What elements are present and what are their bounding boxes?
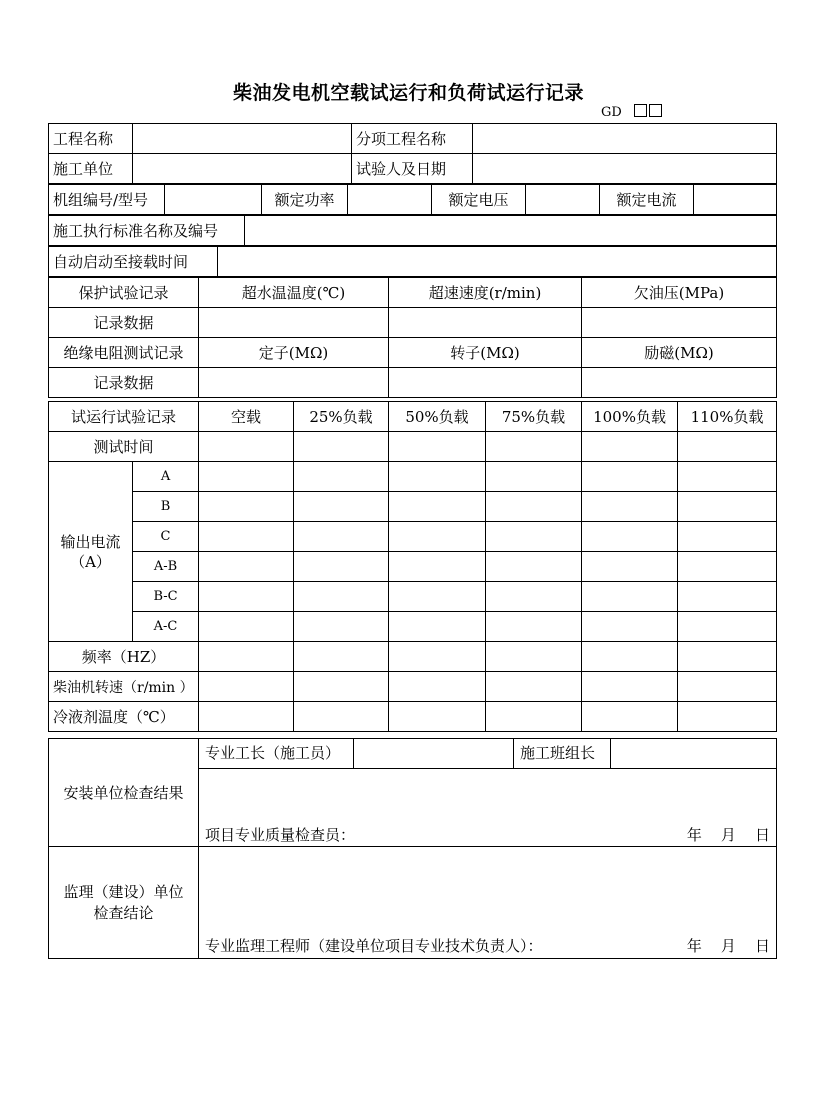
team-leader-field[interactable] xyxy=(611,739,776,768)
stator-header: 定子(MΩ) xyxy=(199,338,389,368)
load-header-110: 110%负载 xyxy=(678,402,777,432)
low-oil-pressure-field[interactable] xyxy=(582,308,777,338)
construction-unit-label: 施工单位 xyxy=(49,154,133,184)
rated-voltage-label: 额定电压 xyxy=(432,185,526,215)
trial-label: 试运行试验记录 xyxy=(49,402,199,432)
auto-start-field[interactable] xyxy=(218,247,777,277)
data-cell[interactable] xyxy=(389,612,486,642)
data-cell[interactable] xyxy=(294,432,389,462)
data-cell[interactable] xyxy=(582,552,678,582)
team-leader-label: 施工班组长 xyxy=(514,739,611,768)
inspector-label: 项目专业质量检查员： xyxy=(205,826,356,844)
data-cell[interactable] xyxy=(294,462,389,492)
header-block xyxy=(48,123,776,277)
data-cell[interactable] xyxy=(486,552,582,582)
data-cell[interactable] xyxy=(486,702,582,732)
supervision-conclusion-field[interactable] xyxy=(199,847,777,959)
data-cell[interactable] xyxy=(678,672,777,702)
data-cell[interactable] xyxy=(294,492,389,522)
data-cell[interactable] xyxy=(294,612,389,642)
data-cell[interactable] xyxy=(582,492,678,522)
data-cell[interactable] xyxy=(294,702,389,732)
insulation-label: 绝缘电阻测试记录 xyxy=(49,338,199,368)
protection-record-label: 记录数据 xyxy=(49,308,199,338)
data-cell[interactable] xyxy=(294,672,389,702)
insulation-record-label: 记录数据 xyxy=(49,368,199,398)
data-cell[interactable] xyxy=(389,432,486,462)
load-header-75: 75%负载 xyxy=(486,402,582,432)
speed-label: 柴油机转速（r/min ） xyxy=(49,672,199,702)
page-title: 柴油发电机空载试运行和负荷试运行记录 xyxy=(232,82,584,104)
data-cell[interactable] xyxy=(199,672,294,702)
data-cell[interactable] xyxy=(199,462,294,492)
data-cell[interactable] xyxy=(199,432,294,462)
over-temp-field[interactable] xyxy=(199,308,389,338)
supervision-label-line1: 监理（建设）单位 xyxy=(63,882,184,901)
supervision-label xyxy=(49,847,199,959)
form-code-boxes xyxy=(632,105,662,120)
data-cell[interactable] xyxy=(678,462,777,492)
load-header-50: 50%负载 xyxy=(389,402,486,432)
tester-date-label: 试验人及日期 xyxy=(352,154,473,184)
data-cell[interactable] xyxy=(486,642,582,672)
sub-project-name-field[interactable] xyxy=(473,124,777,154)
over-temp-header: 超水温温度(℃) xyxy=(199,278,389,308)
output-current-label xyxy=(49,462,133,642)
data-cell[interactable] xyxy=(389,462,486,492)
protection-label: 保护试验记录 xyxy=(49,278,199,308)
signoff-block xyxy=(48,738,776,959)
data-cell[interactable] xyxy=(486,612,582,642)
stator-field[interactable] xyxy=(199,368,389,398)
excitation-field[interactable] xyxy=(582,368,777,398)
project-name-field[interactable] xyxy=(133,124,352,154)
install-check-result-field[interactable] xyxy=(199,769,776,845)
data-cell[interactable] xyxy=(199,642,294,672)
construction-unit-field[interactable] xyxy=(133,154,352,184)
install-check-area xyxy=(199,739,777,847)
data-cell[interactable] xyxy=(294,522,389,552)
data-cell[interactable] xyxy=(389,702,486,732)
data-cell[interactable] xyxy=(389,552,486,582)
data-cell[interactable] xyxy=(678,612,777,642)
phase-label: A-C xyxy=(133,612,199,642)
data-cell[interactable] xyxy=(486,462,582,492)
rated-current-label: 额定电流 xyxy=(600,185,694,215)
data-cell[interactable] xyxy=(486,522,582,552)
install-check-date: 年 月 日 xyxy=(686,826,770,844)
phase-label: B-C xyxy=(133,582,199,612)
data-cell[interactable] xyxy=(389,642,486,672)
data-cell[interactable] xyxy=(389,582,486,612)
rated-power-field[interactable] xyxy=(348,185,432,215)
sub-project-name-label: 分项工程名称 xyxy=(352,124,473,154)
data-cell[interactable] xyxy=(582,522,678,552)
rotor-header: 转子(MΩ) xyxy=(389,338,582,368)
data-cell[interactable] xyxy=(678,492,777,522)
data-cell[interactable] xyxy=(389,492,486,522)
rotor-field[interactable] xyxy=(389,368,582,398)
foreman-field[interactable] xyxy=(354,739,514,768)
supervision-engineer-label: 专业监理工程师（建设单位项目专业技术负责人）： xyxy=(205,937,543,955)
tester-date-field[interactable] xyxy=(473,154,777,184)
data-cell[interactable] xyxy=(678,432,777,462)
supervision-date: 年 月 日 xyxy=(686,937,770,955)
data-cell[interactable] xyxy=(389,522,486,552)
data-cell[interactable] xyxy=(486,672,582,702)
data-cell[interactable] xyxy=(486,582,582,612)
auto-start-label: 自动启动至接载时间 xyxy=(49,247,218,277)
data-cell[interactable] xyxy=(199,552,294,582)
data-cell[interactable] xyxy=(294,582,389,612)
load-header-25: 25%负载 xyxy=(294,402,389,432)
supervision-label-line2: 检查结论 xyxy=(93,903,154,922)
phase-label: C xyxy=(133,522,199,552)
data-cell[interactable] xyxy=(582,672,678,702)
standard-field[interactable] xyxy=(245,216,777,246)
data-cell[interactable] xyxy=(486,432,582,462)
unit-model-label: 机组编号/型号 xyxy=(49,185,165,215)
rated-current-field[interactable] xyxy=(694,185,777,215)
data-cell[interactable] xyxy=(582,582,678,612)
rated-voltage-field[interactable] xyxy=(526,185,600,215)
install-check-label: 安装单位检查结果 xyxy=(49,739,199,847)
data-cell[interactable] xyxy=(294,642,389,672)
trial-block xyxy=(48,401,776,732)
data-cell[interactable] xyxy=(199,522,294,552)
data-cell[interactable] xyxy=(678,582,777,612)
low-oil-pressure-header: 欠油压(MPa) xyxy=(582,278,777,308)
output-current-unit: （A） xyxy=(70,552,111,571)
coolant-label: 冷液剂温度（℃） xyxy=(49,702,199,732)
phase-label: A-B xyxy=(133,552,199,582)
over-speed-field[interactable] xyxy=(389,308,582,338)
project-name-label: 工程名称 xyxy=(49,124,133,154)
data-cell[interactable] xyxy=(678,552,777,582)
foreman-label: 专业工长（施工员） xyxy=(199,739,354,768)
data-cell[interactable] xyxy=(678,642,777,672)
over-speed-header: 超速速度(r/min) xyxy=(389,278,582,308)
data-cell[interactable] xyxy=(582,462,678,492)
output-current-text: 输出电流 xyxy=(60,532,121,551)
phase-label: A xyxy=(133,462,199,492)
load-header-0: 空载 xyxy=(199,402,294,432)
rated-power-label: 额定功率 xyxy=(262,185,348,215)
data-cell[interactable] xyxy=(199,492,294,522)
data-cell[interactable] xyxy=(678,702,777,732)
data-cell[interactable] xyxy=(199,582,294,612)
records-block xyxy=(48,277,776,398)
phase-label: B xyxy=(133,492,199,522)
data-cell[interactable] xyxy=(294,552,389,582)
excitation-header: 励磁(MΩ) xyxy=(582,338,777,368)
data-cell[interactable] xyxy=(199,612,294,642)
unit-model-field[interactable] xyxy=(165,185,262,215)
data-cell[interactable] xyxy=(486,492,582,522)
data-cell[interactable] xyxy=(389,672,486,702)
load-header-100: 100%负载 xyxy=(582,402,678,432)
data-cell[interactable] xyxy=(678,522,777,552)
form-code xyxy=(601,104,662,120)
data-cell[interactable] xyxy=(199,702,294,732)
data-cell[interactable] xyxy=(582,612,678,642)
standard-label: 施工执行标准名称及编号 xyxy=(49,216,245,246)
frequency-label: 频率（HZ） xyxy=(49,642,199,672)
form-code-label: GD xyxy=(601,105,622,120)
test-time-label: 测试时间 xyxy=(49,432,199,462)
data-cell[interactable] xyxy=(582,642,678,672)
data-cell[interactable] xyxy=(582,432,678,462)
data-cell[interactable] xyxy=(582,702,678,732)
